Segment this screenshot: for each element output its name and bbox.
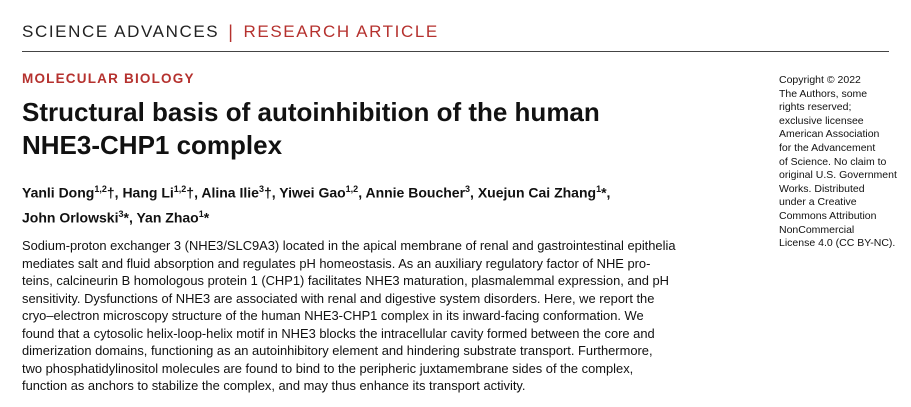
copyright-line: exclusive licensee [779,114,864,127]
author-mark: * [601,184,607,201]
author-line: Yanli Dong$^{1,2}$†, Hang Li$^{1,2}$†, Alina Ilie$^3$†, Yiwei Gao$^{1,2}$, Annie Boucher$^3$, Xuejun Cai Zhang$^1$*, [22,184,611,201]
copyright-line: rights reserved; [779,101,852,114]
abstract-line: teins, calcineurin B homologous protein 1 (CHP1) facilitates NHE3 maturation, plasmalemmal expression, and pH [22,273,669,288]
copyright-line: License 4.0 (CC BY-NC). [779,237,896,250]
author-affiliation: 1 [198,208,204,219]
author-list [22,179,742,228]
author-mark: * [123,209,129,226]
article-title [22,96,722,162]
copyright-line: of Science. No claim to [779,155,887,168]
author-name: John Orlowski [22,209,119,226]
author-line: John Orlowski$^3$*, Yan Zhao$^1$* [22,208,210,226]
copyright-line: under a Creative [779,196,857,209]
copyright-line: Copyright © 2022 [779,74,861,86]
abstract-line: two phosphatidylinositol molecules are found to bind to the peripheric juxtamembrane sides of the complex, [22,360,634,376]
title-line: NHE3-CHP1 complex [22,130,283,160]
header-divider [22,51,889,52]
author-affiliation: 3 [465,184,471,194]
copyright-line: NonCommercial [779,223,855,236]
abstract [22,237,757,395]
abstract-line: Sodium-proton exchanger 3 (NHE3/SLC9A3) located in the apical membrane of renal and gastrointestinal epithelia [22,238,676,253]
copyright-line: Works. Distributed [779,182,865,195]
masthead-separator: | [228,21,235,42]
copyright-line: The Authors, some [779,87,868,100]
abstract-line: mediates salt and fluid absorption and regulates pH homeostasis. As an auxiliary regulatory factor of NHE pro- [22,255,651,271]
author-mark: * [203,209,210,226]
author-mark: † [263,184,272,201]
copyright-line: original U.S. Government [779,169,897,182]
title-line: Structural basis of autoinhibition of the human [22,97,600,127]
copyright-line: American Association [779,128,880,141]
author-name: Annie Boucher [365,184,466,201]
article-type: RESEARCH ARTICLE [243,22,439,41]
author-affiliation: 3 [258,184,264,194]
author-affiliation: 1,2 [345,184,359,194]
author-mark: † [106,184,115,201]
author-affiliation: 3 [118,208,124,219]
author-name: Alina Ilie [201,184,259,201]
abstract-line: found that a cytosolic helix-loop-helix motif in NHE3 blocks the intracellular cavity formed between the core and [22,325,655,341]
author-affiliation: 1 [596,184,602,194]
author-name: Xuejun Cai Zhang [477,184,597,201]
abstract-line: cryo–electron microscopy structure of the human NHE3-CHP1 complex in its inward-facing conformation. We [22,308,644,323]
author-affiliation: 1,2 [173,184,187,194]
journal-name: SCIENCE ADVANCES [22,22,220,41]
author-mark: † [186,184,195,201]
journal-masthead [22,20,439,44]
copyright-notice [779,74,897,251]
author-name: Yan Zhao [136,209,199,226]
abstract-line: function as anchors to stabilize the complex, and may thus enhance its transport activity. [22,378,526,393]
copyright-line: Commons Attribution [779,209,877,222]
author-name: Hang Li [122,184,174,201]
author-name: Yanli Dong [22,184,95,201]
copyright-line: for the Advancement [779,141,876,154]
abstract-line: dimerization domains, functioning as an autoinhibitory element and hindering substrate transport. Furthermore, [22,343,653,358]
section-label: MOLECULAR BIOLOGY [22,71,195,86]
author-affiliation: 1,2 [94,184,107,194]
abstract-line: sensitivity. Dysfunctions of NHE3 are associated with renal and digestive system disorders. Here, we report the [22,290,655,306]
author-name: Yiwei Gao [279,184,346,201]
